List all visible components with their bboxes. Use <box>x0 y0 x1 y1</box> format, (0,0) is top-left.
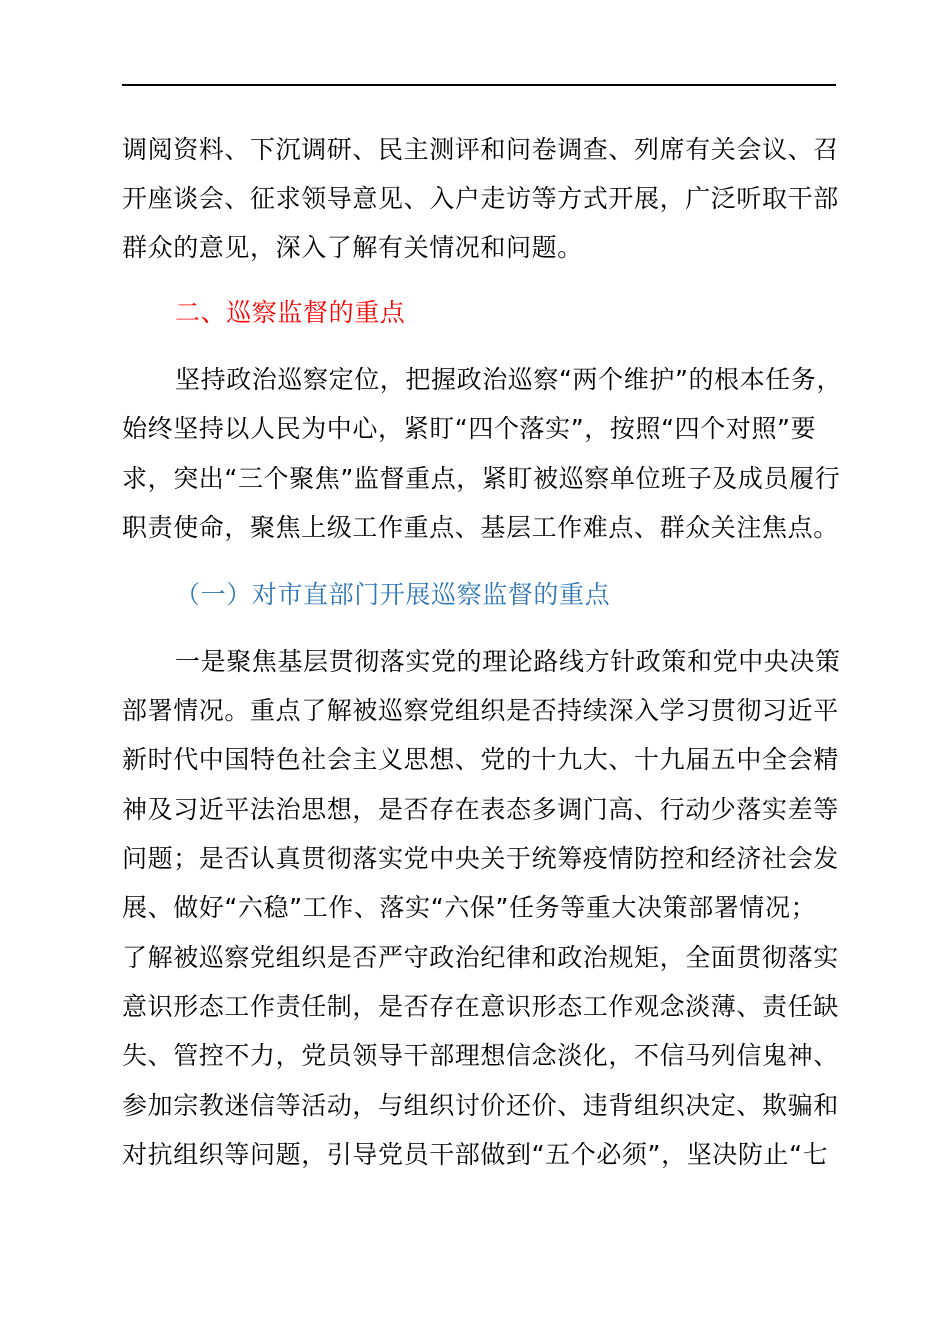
body-text-line: 新时代中国特色社会主义思想、党的十九大、十九届五中全会精 <box>122 745 839 774</box>
body-text-line: 参加宗教迷信等活动，与组织讨价还价、违背组织决定、欺骗和 <box>122 1091 839 1120</box>
body-text-line: 调阅资料、下沉调研、民主测评和问卷调查、列席有关会议、召 <box>122 135 839 164</box>
body-text-line: 群众的意见，深入了解有关情况和问题。 <box>122 233 583 262</box>
body-text-line: 展、做好“六稳”工作、落实“六保”任务等重大决策部署情况； <box>122 893 817 922</box>
body-text-line: 对抗组织等问题，引导党员干部做到“五个必须”，坚决防止“七 <box>122 1140 829 1169</box>
body-text-line: 问题；是否认真贯彻落实党中央关于统筹疫情防控和经济社会发 <box>122 844 839 873</box>
subsection-heading: （一）对市直部门开展巡察监督的重点 <box>175 580 611 609</box>
body-text-line: 始终坚持以人民为中心，紧盯“四个落实”，按照“四个对照”要 <box>122 414 817 443</box>
section-heading: 二、巡察监督的重点 <box>175 298 406 327</box>
body-text-line: 神及习近平法治思想，是否存在表态多调门高、行动少落实差等 <box>122 795 839 824</box>
body-text-line: 意识形态工作责任制，是否存在意识形态工作观念淡薄、责任缺 <box>122 992 839 1021</box>
body-text-line: 职责使命，聚焦上级工作重点、基层工作难点、群众关注焦点。 <box>122 513 839 542</box>
body-text-line: 坚持政治巡察定位，把握政治巡察“两个维护”的根本任务， <box>175 365 843 394</box>
header-rule <box>122 84 836 86</box>
body-text-line: 部署情况。重点了解被巡察党组织是否持续深入学习贯彻习近平 <box>122 696 839 725</box>
body-text-line: 一是聚焦基层贯彻落实党的理论路线方针政策和党中央决策 <box>175 647 841 676</box>
body-text-line: 求，突出“三个聚焦”监督重点，紧盯被巡察单位班子及成员履行 <box>122 464 841 493</box>
body-text-line: 开座谈会、征求领导意见、入户走访等方式开展，广泛听取干部 <box>122 184 839 213</box>
body-text-line: 了解被巡察党组织是否严守政治纪律和政治规矩，全面贯彻落实 <box>122 943 839 972</box>
body-text-line: 失、管控不力，党员领导干部理想信念淡化，不信马列信鬼神、 <box>122 1041 839 1070</box>
